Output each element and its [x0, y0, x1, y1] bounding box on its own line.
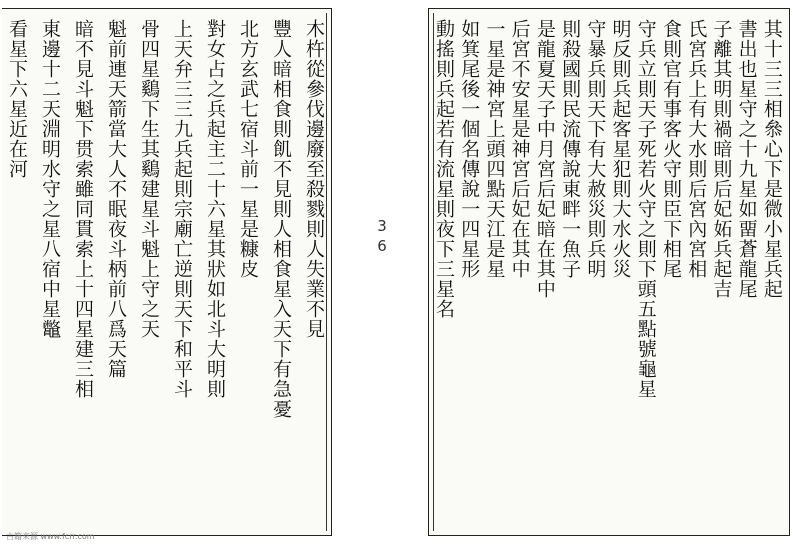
text-column: 對女占之兵起主二十六星其狀如北斗大明則: [204, 19, 226, 399]
text-column: 暗不見斗魁下贯索雖同貫索上十四星建三相: [72, 19, 94, 399]
text-column: 子離其明則禍暗則后妃妬兵起吉: [710, 19, 733, 299]
text-column: 豐人暗相食則飢不見則人相食星入天下有急憂: [270, 19, 292, 419]
text-column: 后宮不安星是神宮后妃在其中: [508, 19, 531, 279]
page-gutter: [332, 0, 428, 544]
text-column: 明反則兵起客星犯則大水火災: [609, 19, 632, 279]
text-column: 東邊十二天淵明水守之星八宿中星鼈: [39, 19, 61, 339]
text-column: 是龍夏天子中月宮后妃暗在其中: [533, 19, 556, 299]
text-column: 上天弁三三九兵起則宗廟亡逆則天下和平斗: [171, 19, 193, 399]
text-column: 骨四星鷄下生其鷄建星斗魁上守之天: [138, 19, 160, 339]
text-column: 魁前連天箭當大人不眠夜斗柄前八爲天篇: [105, 19, 127, 379]
text-column: 看星下六星近在河: [6, 19, 28, 179]
text-column: 如箕尾後一個名傳說一四星形: [458, 19, 481, 279]
folio-number: 3 6: [377, 217, 387, 255]
left-text-columns: [6, 19, 325, 521]
text-column: 書出也星守之十九星如畱蒼龍尾: [735, 19, 758, 299]
text-column: 守兵立則天子死若火守之則下頭五點號龜星: [634, 19, 657, 399]
right-page: [428, 8, 790, 536]
text-column: 其十三三相叅心下是微小星兵起: [760, 19, 783, 299]
text-column: 北方玄武七宿斗前一星是糠皮: [237, 19, 259, 279]
watermark-text: 古籍來源 www.fcrr.com: [6, 532, 95, 541]
inner-border-rule: [326, 13, 327, 531]
text-column: 一星是神宮上頭四點天江是星: [483, 19, 506, 279]
text-column: 食則官有事客火守則臣下相尾: [659, 19, 682, 279]
text-column: 木杵從參伐邊廢至殺戮則人失業不見: [303, 19, 325, 339]
left-page: [2, 8, 332, 536]
text-column: 守暴兵則天下有大赦災則兵明: [584, 19, 607, 279]
text-column: 則殺國則民流傳說東畔一魚子: [559, 19, 582, 279]
text-column: 動搖則兵起若有流星則夜下三星名: [433, 19, 455, 319]
text-column: 氏宮兵上有大水則后宮內宮相: [685, 19, 708, 279]
right-text-columns: [433, 19, 783, 521]
